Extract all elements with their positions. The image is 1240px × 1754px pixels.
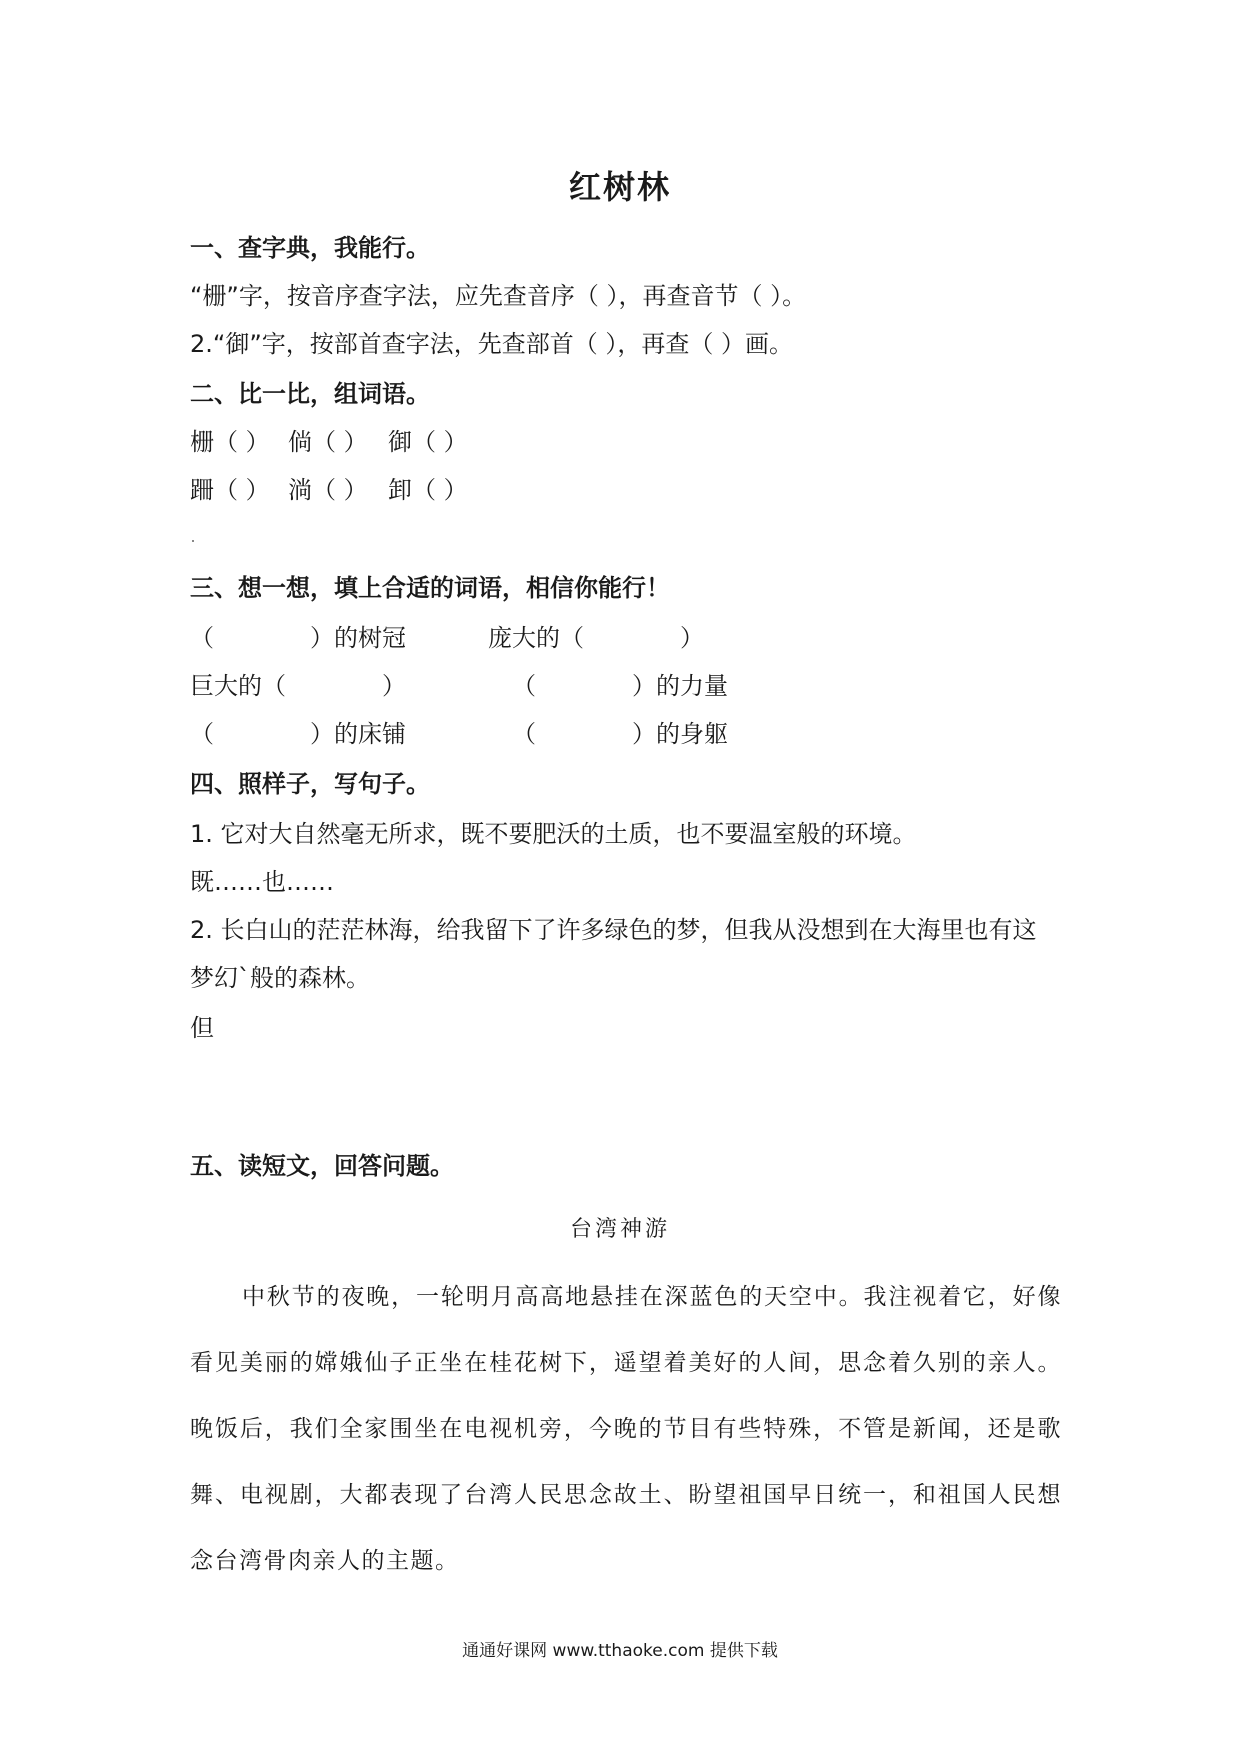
fill-phrase: 庞大的（ ）: [488, 624, 704, 652]
story-paragraph: 中秋节的夜晚，一轮明月高高地悬挂在深蓝色的天空中。我注视着它，好像看见美丽的嫦娥仙子正坐在桂花树下，遥望着美好的人间，思念着久别的亲人。晚饭后，我们全家围坐在电视机旁，今晚的节目有些特殊，不管是新闻，还是歌舞、电视剧，大都表现了台湾人民思念故土、盼望祖国早日统一，和祖国人民想念台湾骨肉亲人的主题。: [190, 1284, 1062, 1574]
sentence-1: 1. 它对大自然毫无所求，既不要肥沃的土质，也不要温室般的环境。: [190, 820, 917, 848]
story-title: 台湾神游: [569, 1217, 670, 1242]
section1-heading: 一、查字典，我能行。: [190, 234, 430, 262]
compare-item: 跚（ ）: [190, 476, 270, 504]
compare-item: 卸（ ）: [388, 476, 468, 504]
sentence-2-pattern: 但: [190, 1014, 214, 1042]
fill-phrase: （ ）的力量: [512, 672, 728, 700]
compare-item: 淌（ ）: [288, 476, 368, 504]
section1-question-1: “栅”字，按音序查字法，应先查音序（ ），再查音节（ ）。: [190, 282, 807, 310]
footer-source: 通通好课网 www.tthaoke.com 提供下载: [462, 1641, 778, 1661]
section1-question-2: 2.“御”字，按部首查字法，先查部首（ ），再查（ ）画。: [190, 330, 794, 358]
fill-phrase: （ ）的树冠: [190, 624, 406, 652]
fill-phrase: 巨大的（ ）: [190, 672, 406, 700]
fill-phrase: （ ）的身躯: [512, 720, 728, 748]
section3-heading: 三、想一想，填上合适的词语，相信你能行！: [190, 574, 670, 602]
sentence-1-pattern: 既……也……: [190, 868, 334, 896]
compare-item: 栅（ ）: [190, 428, 270, 456]
section5-heading: 五、读短文，回答问题。: [190, 1152, 454, 1180]
sentence-2-line-1: 2. 长白山的茫茫林海，给我留下了许多绿色的梦，但我从没想到在大海里也有这: [190, 916, 1037, 944]
section4-heading: 四、照样子，写句子。: [190, 770, 430, 798]
section2-heading: 二、比一比，组词语。: [190, 380, 430, 408]
compare-item: 御（ ）: [388, 428, 468, 456]
sentence-2-line-2: 梦幻`般的森林。: [190, 964, 370, 992]
stray-mark: [192, 540, 194, 542]
compare-item: 倘（ ）: [288, 428, 368, 456]
fill-phrase: （ ）的床铺: [190, 720, 406, 748]
page-title: 红树林: [568, 168, 671, 206]
